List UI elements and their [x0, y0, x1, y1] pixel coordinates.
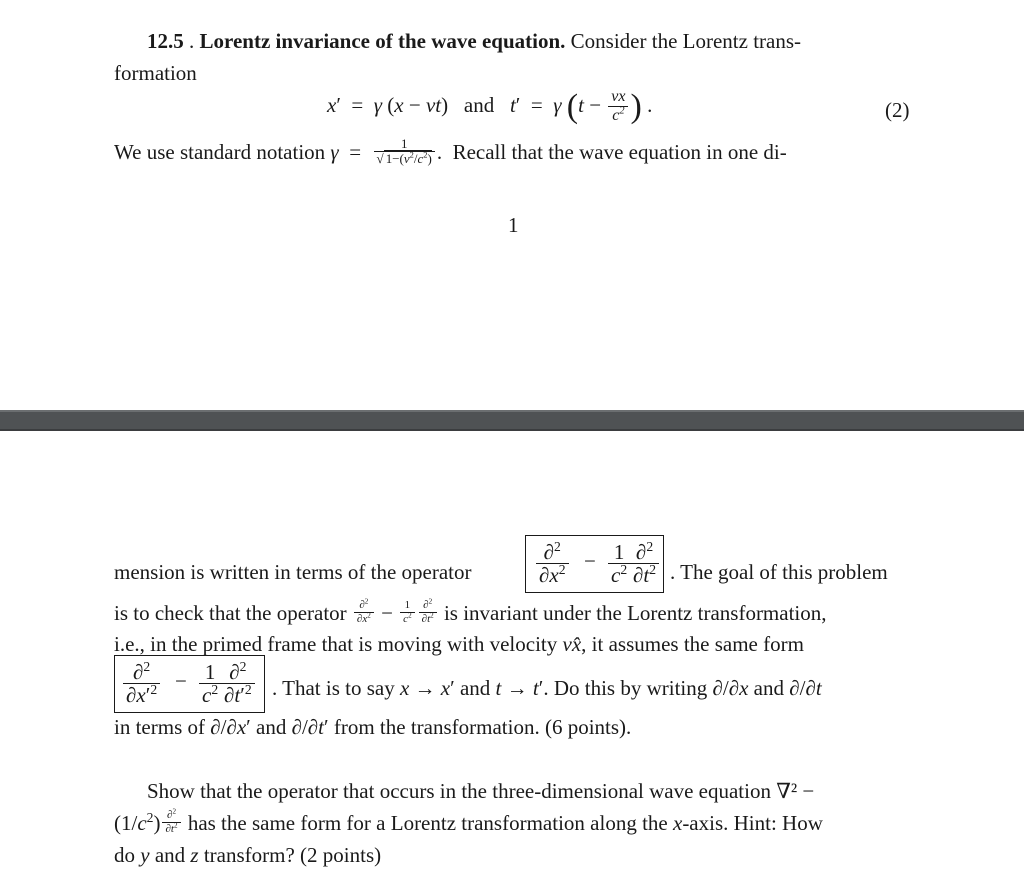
page-top	[0, 0, 1024, 410]
part2-line3-c: transform? (2 points)	[203, 843, 382, 867]
problem-number: 12.5	[147, 29, 184, 53]
part2-line-2: $(1/c^2)$ $\frac{\partial^2}{\partial t^2}$ has the same form for a Lorentz transformation along the x-axis. Hint: How	[114, 807, 823, 835]
part2-line3-a: do	[114, 843, 135, 867]
line3-tail: , it assumes the same form	[581, 632, 804, 656]
equation-number: (2)	[885, 98, 910, 122]
line5-text-a: in terms of	[114, 715, 205, 739]
line5-text-b: and	[256, 715, 287, 739]
boxed-operator: $\frac{\partial^2}{\partial x^2}$ − $\frac{1}{c^2}$ $\frac{\partial^2}{\partial t^2}$	[525, 535, 664, 593]
continuation-line-5: in terms of ∂/∂x′ and ∂/∂t′ from the transformation. (6 points).	[114, 715, 632, 739]
line2-tail: is invariant under the Lorentz transformation,	[443, 601, 827, 625]
page-bottom: mension is written in terms of the operator $\frac{\partial^2}{\partial x^2}$ − $\frac{1}{c^2}$ $\frac{\partial^2}{\partial t^2}$ . The goal of this problem is to check that the operator $\frac{\partial^2}{\partial x^2}$ − $\frac{1}{c^2}$ $\frac{\partial^2}{\partial t^2}$ is invariant under the Lorentz transformation, i.e., in the primed frame that is moving with velocity vx̂, it assumes the same form $\frac{\partial^2}{\partial x'^2}$ − $\frac{1}{c^2}$ $\frac{\partial^2}{\partial t'^2}$ . That is to say x → x′ and t → t′. Do this by writing ∂/∂x and ∂/∂t in terms of ∂/∂x′ and ∂/∂t′ from the transformation. (6 points). Show that the operator that occurs in the three-dimensional wave equation ∇² − $(1/c^2)$ $\frac{\partial^2}{\partial t^2}$ has the same form for a Lorentz transformation along the x-axis. Hint: How do y and z transform? (2 points)	[0, 431, 1024, 887]
equation-and: and	[463, 93, 495, 117]
notation-lead: We use standard notation	[114, 140, 326, 164]
problem-intro: Consider the Lorentz trans-	[570, 29, 802, 53]
problem-intro-continued: formation	[114, 61, 197, 85]
boxed-primed-operator: $\frac{\partial^2}{\partial x'^2}$ − $\frac{1}{c^2}$ $\frac{\partial^2}{\partial t'^2}$	[114, 655, 265, 713]
gamma-fraction: $\frac{1}{√ 1-(v^2/c^2)}$	[374, 137, 435, 166]
continuation-line-2: is to check that the operator $\frac{\partial^2}{\partial x^2}$ − $\frac{1}{c^2}$ $\frac{\partial^2}{\partial t^2}$ is invariant under the Lorentz transformation,	[114, 597, 827, 625]
line4-text-b: and	[459, 676, 491, 700]
line5-text-c: from the transformation. (6 points).	[333, 715, 632, 739]
lorentz-equation: x′ = γ (x − vt) and t′ = γ (t − $\frac{vx}{c^2}$ ) .	[327, 88, 653, 126]
part2-axis: x	[672, 811, 683, 835]
part2-line3-b: and	[154, 843, 186, 867]
problem-title: Lorentz invariance of the wave equation.	[199, 29, 566, 53]
notation-line: We use standard notation γ = $\frac{1}{√ 1-(v^2/c^2)}$ . Recall that the wave equation in one di-	[114, 136, 787, 166]
problem-heading: 12.5 . Lorentz invariance of the wave equation. Consider the Lorentz trans-	[147, 29, 802, 53]
page-divider	[0, 410, 1024, 431]
part2-line2-end: -axis. Hint: How	[682, 811, 823, 835]
line4-text-a: That is to say	[282, 676, 395, 700]
line2-lead: is to check that the operator	[114, 601, 347, 625]
line1-tail: The goal of this problem	[680, 560, 888, 584]
line3-lead: i.e., in the primed frame that is moving with velocity	[114, 632, 558, 656]
line1-lead: mension is written in terms of the operator	[114, 560, 472, 584]
part2-line2-tail: has the same form for a Lorentz transformation along the	[187, 811, 668, 835]
page-number: 1	[508, 213, 519, 237]
continuation-line-4: $\frac{\partial^2}{\partial x'^2}$ − $\frac{1}{c^2}$ $\frac{\partial^2}{\partial t'^2}$ . That is to say x → x′ and t → t′. Do this by writing ∂/∂x and ∂/∂t	[114, 655, 934, 715]
continuation-line-3: i.e., in the primed frame that is moving with velocity vx̂, it assumes the same form	[114, 632, 804, 656]
part2-line-3: do y and z transform? (2 points)	[114, 843, 382, 867]
part2-line-1: Show that the operator that occurs in the three-dimensional wave equation ∇² −	[147, 779, 815, 803]
line4-text-c: Do this by writing	[553, 676, 708, 700]
line4-text-d: and	[753, 676, 784, 700]
notation-tail: Recall that the wave equation in one di-	[452, 140, 787, 164]
